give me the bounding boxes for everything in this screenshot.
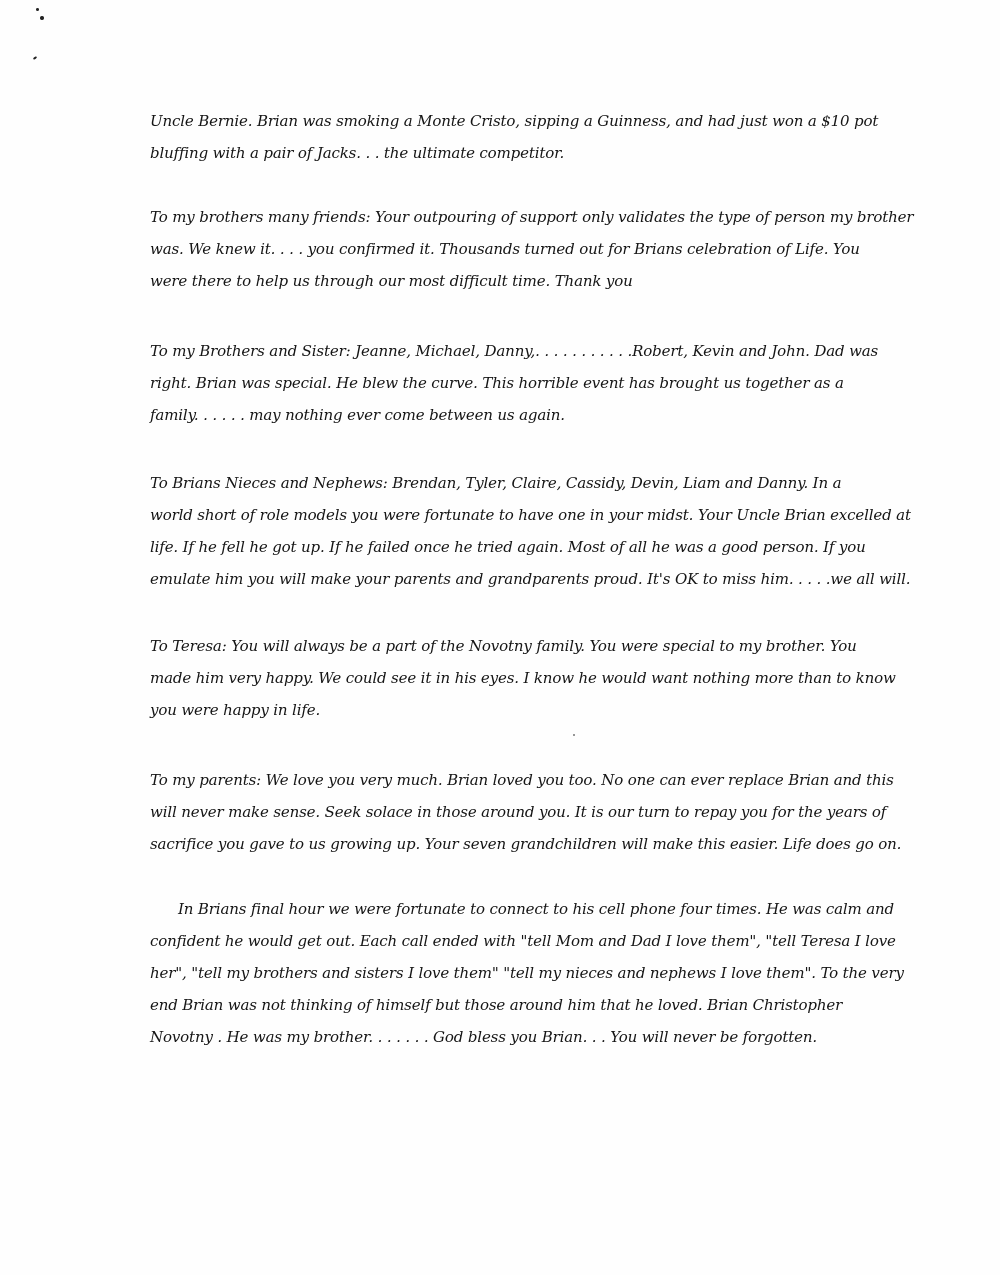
paragraph-teresa xyxy=(150,630,896,726)
paragraph-uncle-bernie xyxy=(150,105,879,169)
paragraph-final-hour xyxy=(150,893,904,1053)
text-line: Uncle Bernie. Brian was smoking a Monte Cristo, sipping a Guinness, and had just won a $10 pot xyxy=(150,112,879,130)
paragraph-parents xyxy=(150,764,902,860)
text-line: bluffing with a pair of Jacks. . . the ultimate competitor. xyxy=(150,144,565,162)
text-line: Novotny . He was my brother. . . . . . . God bless you Brian. . . You will never be forgotten. xyxy=(150,1028,817,1046)
text-line: her", "tell my brothers and sisters I love them" "tell my nieces and nephews I love them". To the very xyxy=(150,964,904,982)
text-line: emulate him you will make your parents and grandparents proud. It's OK to miss him. . . . .we all will. xyxy=(150,570,911,588)
text-line: you were happy in life. xyxy=(150,701,321,719)
text-line: will never make sense. Seek solace in those around you. It is our turn to repay you for the years of xyxy=(150,803,887,821)
text-line: made him very happy. We could see it in his eyes. I know he would want nothing more than to know xyxy=(150,669,896,687)
text-line: life. If he fell he got up. If he failed once he tried again. Most of all he was a good person. If you xyxy=(150,538,866,556)
text-line: To my parents: We love you very much. Brian loved you too. No one can ever replace Brian and this xyxy=(150,771,894,789)
text-line: world short of role models you were fortunate to have one in your midst. Your Uncle Brian excelled at xyxy=(150,506,911,524)
text-line: was. We knew it. . . . you confirmed it. Thousands turned out for Brians celebration of Life. You xyxy=(150,240,860,258)
text-line: right. Brian was special. He blew the curve. This horrible event has brought us together as a xyxy=(150,374,844,392)
text-line: family. . . . . . may nothing ever come between us again. xyxy=(150,406,565,424)
text-line: confident he would get out. Each call ended with "tell Mom and Dad I love them", "tell Teresa I love xyxy=(150,932,896,950)
paragraph-brothers-friends xyxy=(150,201,914,297)
paragraph-brothers-and-sister xyxy=(150,335,879,431)
text-line: To Teresa: You will always be a part of the Novotny family. You were special to my brother. You xyxy=(150,637,857,655)
paragraph-nieces-nephews xyxy=(150,467,911,595)
text-line: were there to help us through our most difficult time. Thank you xyxy=(150,272,633,290)
scan-speck xyxy=(36,8,39,11)
text-line: To Brians Nieces and Nephews: Brendan, Tyler, Claire, Cassidy, Devin, Liam and Danny. In a xyxy=(150,474,842,492)
text-line: To my brothers many friends: Your outpouring of support only validates the type of person my brother xyxy=(150,208,914,226)
text-line: sacrifice you gave to us growing up. Your seven grandchildren will make this easier. Life does go on. xyxy=(150,835,902,853)
scan-speck xyxy=(573,734,575,736)
scan-speck xyxy=(40,16,44,20)
scan-speck xyxy=(33,56,37,60)
text-line: In Brians final hour we were fortunate to connect to his cell phone four times. He was calm and xyxy=(178,900,895,918)
text-line: end Brian was not thinking of himself but those around him that he loved. Brian Christopher xyxy=(150,996,843,1014)
text-line: To my Brothers and Sister: Jeanne, Michael, Danny,. . . . . . . . . . .Robert, Kevin and John. Dad was xyxy=(150,342,879,360)
